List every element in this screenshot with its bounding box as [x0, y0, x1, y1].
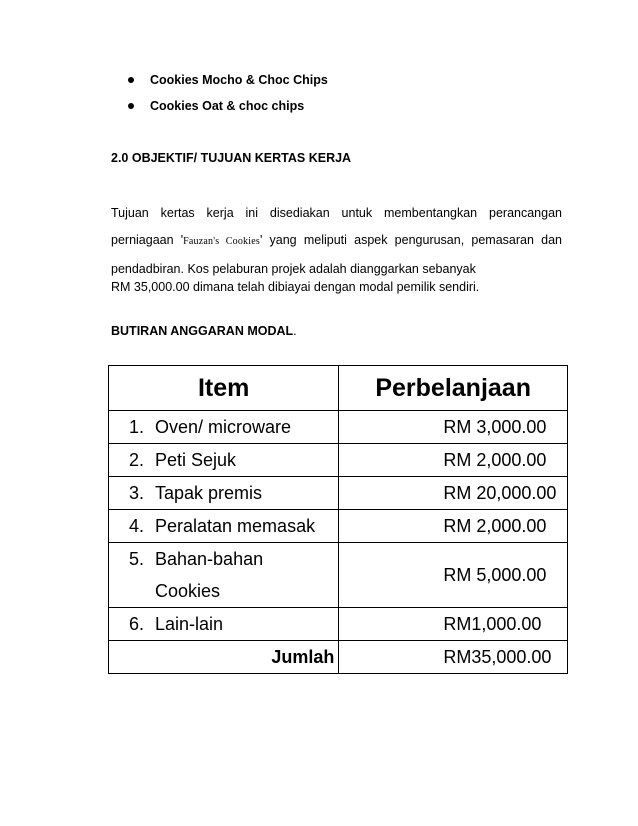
- cost-cell: RM 2,000.00: [339, 444, 568, 477]
- cost-cell: RM 5,000.00: [339, 543, 568, 608]
- paragraph-line-1: Tujuan kertas kerja ini disediakan untuk membentangkan perancangan: [111, 206, 562, 220]
- item-label: Bahan-bahan: [155, 549, 264, 569]
- total-value: RM35,000.00: [339, 641, 568, 674]
- item-label: Peralatan memasak: [155, 515, 316, 536]
- paragraph-text: ' yang meliputi aspek pengurusan, pemasaran dan: [259, 233, 562, 247]
- item-cell: [109, 510, 339, 543]
- item-cell: [109, 444, 339, 477]
- paragraph-line-4: RM 35,000.00 dimana telah dibiayai dengan modal pemilik sendiri.: [111, 280, 480, 294]
- header-item: Item: [109, 366, 339, 411]
- row-number: 2.: [129, 449, 145, 470]
- table-row: [109, 608, 568, 641]
- paragraph-text: perniagaan ': [111, 233, 184, 247]
- budget-title: [111, 324, 297, 338]
- row-number: 6.: [129, 613, 145, 634]
- section-heading: 2.0 OBJEKTIF/ TUJUAN KERTAS KERJA: [111, 151, 352, 165]
- list-item: [126, 72, 328, 98]
- bullet-icon: [128, 77, 134, 83]
- item-label: Oven/ microware: [155, 416, 292, 437]
- table-row: [109, 411, 568, 444]
- item-cell: [109, 411, 339, 444]
- budget-title-suffix: .: [293, 324, 297, 338]
- budget-title-text: BUTIRAN ANGGARAN MODAL: [111, 324, 294, 338]
- item-label: Tapak premis: [155, 482, 263, 503]
- item-cell: [109, 543, 339, 608]
- bullet-icon: [128, 103, 134, 109]
- table-row: [109, 444, 568, 477]
- item-label: Lain-lain: [155, 613, 224, 634]
- total-label: Jumlah: [109, 641, 339, 674]
- row-number: 1.: [129, 416, 145, 437]
- table-header-row: [109, 366, 568, 411]
- list-item-label: Cookies Mocho & Choc Chips: [150, 73, 328, 87]
- item-cell: [109, 608, 339, 641]
- cost-cell: RM 3,000.00: [339, 411, 568, 444]
- row-number: 4.: [129, 515, 145, 536]
- table-row: [109, 543, 568, 608]
- cost-cell: RM1,000.00: [339, 608, 568, 641]
- table-row: [109, 510, 568, 543]
- row-number: 5.: [129, 549, 145, 569]
- table-row: [109, 477, 568, 510]
- item-cell: [109, 477, 339, 510]
- budget-table: [108, 365, 568, 674]
- cost-cell: RM 20,000.00: [339, 477, 568, 510]
- item-label: Peti Sejuk: [155, 449, 237, 470]
- list-item: [126, 98, 328, 124]
- paragraph-line-3: pendadbiran. Kos pelaburan projek adalah dianggarkan sebanyak: [111, 262, 476, 276]
- item-label-continued: Cookies: [155, 581, 221, 601]
- brand-name: Fauzan's Cookies: [183, 236, 260, 247]
- row-number: 3.: [129, 482, 145, 503]
- header-cost: Perbelanjaan: [339, 366, 568, 411]
- item-line: [129, 543, 338, 575]
- paragraph-line-2: [111, 232, 562, 250]
- product-bullet-list: [126, 72, 328, 124]
- table-total-row: [109, 641, 568, 674]
- list-item-label: Cookies Oat & choc chips: [150, 99, 305, 113]
- cost-cell: RM 2,000.00: [339, 510, 568, 543]
